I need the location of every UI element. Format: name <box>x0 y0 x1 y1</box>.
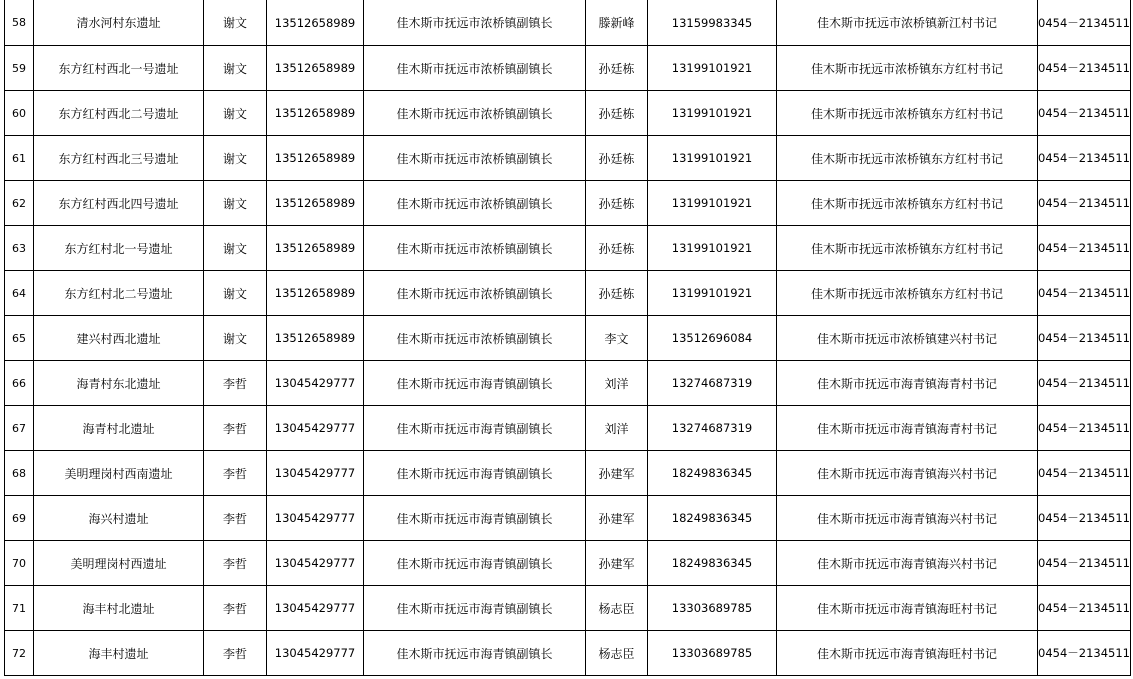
site-name-cell: 东方红村西北二号遗址 <box>34 91 204 136</box>
village-official-name-cell: 孙廷栋 <box>586 226 648 271</box>
town-official-name-cell: 李哲 <box>204 631 267 676</box>
village-official-phone-cell: 13159983345 <box>648 0 777 46</box>
table-row <box>5 631 1131 676</box>
row-number-cell: 64 <box>5 271 34 316</box>
village-official-position-cell: 佳木斯市抚远市海青镇海青村书记 <box>777 406 1038 451</box>
town-official-name-cell: 谢文 <box>204 316 267 361</box>
site-name-cell: 清水河村东遗址 <box>34 0 204 46</box>
table-row <box>5 316 1131 361</box>
village-official-position-cell: 佳木斯市抚远市浓桥镇东方红村书记 <box>777 226 1038 271</box>
town-official-name-cell: 谢文 <box>204 0 267 46</box>
village-official-name-cell: 李文 <box>586 316 648 361</box>
office-phone-cell: 0454－2134511 <box>1038 181 1131 226</box>
town-official-name-cell: 李哲 <box>204 586 267 631</box>
town-official-name-cell: 谢文 <box>204 91 267 136</box>
village-official-phone-cell: 13512696084 <box>648 316 777 361</box>
village-official-phone-cell: 18249836345 <box>648 451 777 496</box>
village-official-phone-cell: 13303689785 <box>648 586 777 631</box>
data-table <box>4 0 1131 676</box>
town-official-position-cell: 佳木斯市抚远市海青镇副镇长 <box>364 451 586 496</box>
town-official-position-cell: 佳木斯市抚远市海青镇副镇长 <box>364 586 586 631</box>
village-official-position-cell: 佳木斯市抚远市浓桥镇东方红村书记 <box>777 91 1038 136</box>
site-name-cell: 海兴村遗址 <box>34 496 204 541</box>
village-official-name-cell: 孙廷栋 <box>586 46 648 91</box>
village-official-phone-cell: 13199101921 <box>648 91 777 136</box>
town-official-position-cell: 佳木斯市抚远市海青镇副镇长 <box>364 631 586 676</box>
village-official-name-cell: 孙建军 <box>586 496 648 541</box>
village-official-name-cell: 杨志臣 <box>586 631 648 676</box>
town-official-position-cell: 佳木斯市抚远市海青镇副镇长 <box>364 541 586 586</box>
office-phone-cell: 0454－2134511 <box>1038 226 1131 271</box>
town-official-position-cell: 佳木斯市抚远市浓桥镇副镇长 <box>364 316 586 361</box>
site-name-cell: 东方红村北一号遗址 <box>34 226 204 271</box>
village-official-name-cell: 孙廷栋 <box>586 136 648 181</box>
office-phone-cell: 0454－2134511 <box>1038 496 1131 541</box>
row-number-cell: 59 <box>5 46 34 91</box>
table-row <box>5 0 1131 46</box>
row-number-cell: 69 <box>5 496 34 541</box>
village-official-phone-cell: 13199101921 <box>648 136 777 181</box>
town-official-position-cell: 佳木斯市抚远市浓桥镇副镇长 <box>364 181 586 226</box>
table-row <box>5 181 1131 226</box>
office-phone-cell: 0454－2134511 <box>1038 136 1131 181</box>
row-number-cell: 68 <box>5 451 34 496</box>
village-official-position-cell: 佳木斯市抚远市浓桥镇东方红村书记 <box>777 136 1038 181</box>
row-number-cell: 62 <box>5 181 34 226</box>
town-official-phone-cell: 13045429777 <box>267 586 364 631</box>
town-official-name-cell: 谢文 <box>204 271 267 316</box>
office-phone-cell: 0454－2134511 <box>1038 451 1131 496</box>
row-number-cell: 66 <box>5 361 34 406</box>
table-body <box>5 0 1131 676</box>
heritage-site-contact-table <box>4 0 1131 676</box>
town-official-position-cell: 佳木斯市抚远市浓桥镇副镇长 <box>364 136 586 181</box>
village-official-position-cell: 佳木斯市抚远市海青镇海青村书记 <box>777 361 1038 406</box>
town-official-name-cell: 李哲 <box>204 361 267 406</box>
table-row <box>5 271 1131 316</box>
village-official-position-cell: 佳木斯市抚远市浓桥镇东方红村书记 <box>777 46 1038 91</box>
village-official-phone-cell: 18249836345 <box>648 541 777 586</box>
village-official-name-cell: 孙建军 <box>586 451 648 496</box>
town-official-phone-cell: 13045429777 <box>267 406 364 451</box>
village-official-phone-cell: 13199101921 <box>648 226 777 271</box>
office-phone-cell: 0454－2134511 <box>1038 586 1131 631</box>
town-official-phone-cell: 13512658989 <box>267 0 364 46</box>
table-row <box>5 541 1131 586</box>
table-row <box>5 226 1131 271</box>
table-row <box>5 496 1131 541</box>
row-number-cell: 61 <box>5 136 34 181</box>
village-official-position-cell: 佳木斯市抚远市浓桥镇东方红村书记 <box>777 181 1038 226</box>
village-official-name-cell: 刘洋 <box>586 361 648 406</box>
row-number-cell: 60 <box>5 91 34 136</box>
village-official-position-cell: 佳木斯市抚远市海青镇海兴村书记 <box>777 496 1038 541</box>
village-official-position-cell: 佳木斯市抚远市浓桥镇东方红村书记 <box>777 271 1038 316</box>
town-official-position-cell: 佳木斯市抚远市海青镇副镇长 <box>364 496 586 541</box>
village-official-name-cell: 刘洋 <box>586 406 648 451</box>
town-official-phone-cell: 13045429777 <box>267 496 364 541</box>
site-name-cell: 东方红村北二号遗址 <box>34 271 204 316</box>
site-name-cell: 美明理岗村西南遗址 <box>34 451 204 496</box>
village-official-name-cell: 滕新峰 <box>586 0 648 46</box>
row-number-cell: 65 <box>5 316 34 361</box>
town-official-position-cell: 佳木斯市抚远市浓桥镇副镇长 <box>364 271 586 316</box>
town-official-phone-cell: 13045429777 <box>267 541 364 586</box>
town-official-name-cell: 李哲 <box>204 541 267 586</box>
town-official-name-cell: 李哲 <box>204 451 267 496</box>
town-official-name-cell: 谢文 <box>204 46 267 91</box>
table-row <box>5 361 1131 406</box>
office-phone-cell: 0454－2134511 <box>1038 46 1131 91</box>
village-official-name-cell: 孙廷栋 <box>586 271 648 316</box>
row-number-cell: 70 <box>5 541 34 586</box>
table-row <box>5 46 1131 91</box>
village-official-name-cell: 孙廷栋 <box>586 181 648 226</box>
village-official-name-cell: 杨志臣 <box>586 586 648 631</box>
village-official-phone-cell: 13274687319 <box>648 406 777 451</box>
row-number-cell: 63 <box>5 226 34 271</box>
town-official-name-cell: 谢文 <box>204 181 267 226</box>
town-official-phone-cell: 13512658989 <box>267 136 364 181</box>
village-official-phone-cell: 13274687319 <box>648 361 777 406</box>
office-phone-cell: 0454－2134511 <box>1038 316 1131 361</box>
row-number-cell: 67 <box>5 406 34 451</box>
village-official-position-cell: 佳木斯市抚远市海青镇海旺村书记 <box>777 631 1038 676</box>
village-official-phone-cell: 13303689785 <box>648 631 777 676</box>
office-phone-cell: 0454－2134511 <box>1038 406 1131 451</box>
town-official-phone-cell: 13045429777 <box>267 451 364 496</box>
site-name-cell: 海丰村遗址 <box>34 631 204 676</box>
office-phone-cell: 0454－2134511 <box>1038 271 1131 316</box>
site-name-cell: 海青村北遗址 <box>34 406 204 451</box>
village-official-position-cell: 佳木斯市抚远市海青镇海兴村书记 <box>777 541 1038 586</box>
town-official-position-cell: 佳木斯市抚远市浓桥镇副镇长 <box>364 0 586 46</box>
village-official-position-cell: 佳木斯市抚远市海青镇海旺村书记 <box>777 586 1038 631</box>
town-official-position-cell: 佳木斯市抚远市浓桥镇副镇长 <box>364 226 586 271</box>
town-official-phone-cell: 13512658989 <box>267 226 364 271</box>
town-official-phone-cell: 13045429777 <box>267 631 364 676</box>
village-official-position-cell: 佳木斯市抚远市浓桥镇新江村书记 <box>777 0 1038 46</box>
town-official-phone-cell: 13512658989 <box>267 316 364 361</box>
site-name-cell: 海丰村北遗址 <box>34 586 204 631</box>
site-name-cell: 东方红村西北一号遗址 <box>34 46 204 91</box>
village-official-position-cell: 佳木斯市抚远市浓桥镇建兴村书记 <box>777 316 1038 361</box>
office-phone-cell: 0454－2134511 <box>1038 541 1131 586</box>
row-number-cell: 71 <box>5 586 34 631</box>
town-official-name-cell: 李哲 <box>204 496 267 541</box>
town-official-name-cell: 谢文 <box>204 136 267 181</box>
office-phone-cell: 0454－2134511 <box>1038 91 1131 136</box>
town-official-name-cell: 李哲 <box>204 406 267 451</box>
village-official-phone-cell: 18249836345 <box>648 496 777 541</box>
town-official-phone-cell: 13512658989 <box>267 271 364 316</box>
office-phone-cell: 0454－2134511 <box>1038 0 1131 46</box>
row-number-cell: 58 <box>5 0 34 46</box>
table-row <box>5 136 1131 181</box>
office-phone-cell: 0454－2134511 <box>1038 631 1131 676</box>
town-official-position-cell: 佳木斯市抚远市海青镇副镇长 <box>364 406 586 451</box>
town-official-name-cell: 谢文 <box>204 226 267 271</box>
site-name-cell: 东方红村西北三号遗址 <box>34 136 204 181</box>
town-official-phone-cell: 13512658989 <box>267 46 364 91</box>
town-official-position-cell: 佳木斯市抚远市浓桥镇副镇长 <box>364 91 586 136</box>
site-name-cell: 建兴村西北遗址 <box>34 316 204 361</box>
site-name-cell: 海青村东北遗址 <box>34 361 204 406</box>
village-official-phone-cell: 13199101921 <box>648 271 777 316</box>
table-row <box>5 406 1131 451</box>
village-official-phone-cell: 13199101921 <box>648 46 777 91</box>
village-official-name-cell: 孙建军 <box>586 541 648 586</box>
town-official-phone-cell: 13512658989 <box>267 91 364 136</box>
village-official-position-cell: 佳木斯市抚远市海青镇海兴村书记 <box>777 451 1038 496</box>
town-official-phone-cell: 13045429777 <box>267 361 364 406</box>
table-row <box>5 451 1131 496</box>
table-row <box>5 91 1131 136</box>
site-name-cell: 美明理岗村西遗址 <box>34 541 204 586</box>
town-official-position-cell: 佳木斯市抚远市海青镇副镇长 <box>364 361 586 406</box>
row-number-cell: 72 <box>5 631 34 676</box>
office-phone-cell: 0454－2134511 <box>1038 361 1131 406</box>
town-official-phone-cell: 13512658989 <box>267 181 364 226</box>
table-row <box>5 586 1131 631</box>
town-official-position-cell: 佳木斯市抚远市浓桥镇副镇长 <box>364 46 586 91</box>
village-official-phone-cell: 13199101921 <box>648 181 777 226</box>
site-name-cell: 东方红村西北四号遗址 <box>34 181 204 226</box>
village-official-name-cell: 孙廷栋 <box>586 91 648 136</box>
